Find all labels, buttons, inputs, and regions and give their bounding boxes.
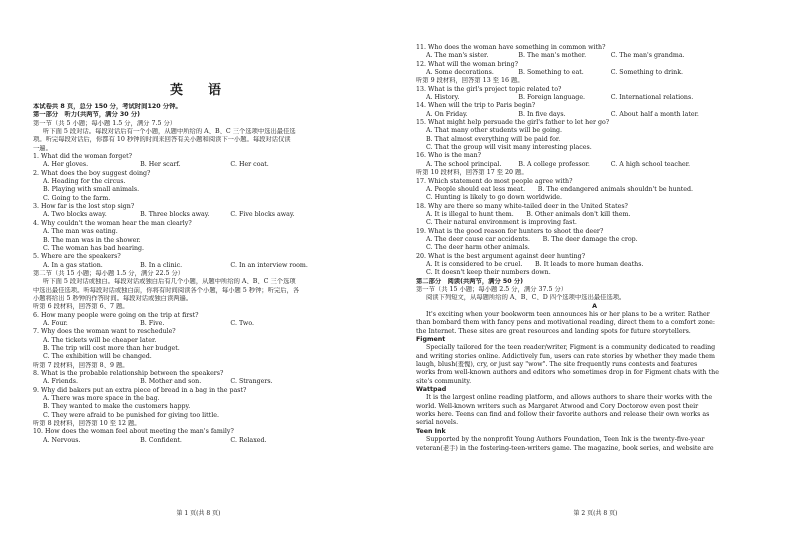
- option-b: B. Five.: [140, 319, 165, 327]
- option-b: B. Confident.: [140, 436, 182, 444]
- section-heading: Wattpad: [416, 386, 447, 394]
- left-column: [33, 103, 376, 445]
- answer-option: A. Heading for the circus.: [43, 178, 126, 186]
- passage-line: Specially tailored for the teen reader/writer, Figment is a community dedicated to reading: [426, 344, 716, 352]
- option-c: C. Her coat.: [230, 161, 269, 169]
- question-text: 11. Who does the woman have something in common with?: [416, 44, 606, 51]
- question-text: 19. What is the good reason for hunters to shoot the deer?: [416, 227, 604, 235]
- option-c: C. Two.: [230, 319, 255, 327]
- option-c: C. International relations.: [610, 94, 694, 102]
- option-c: C. Something to drink.: [610, 69, 684, 77]
- answer-option: A. The man was eating.: [43, 228, 118, 236]
- option-a: A. Nervous.: [43, 436, 81, 444]
- answer-option: B. Playing with small animals.: [43, 186, 140, 194]
- section-instruction: 听第 9 段材料，回答第 13 至 16 题。: [416, 77, 524, 85]
- option-a: A. Some decorations.: [426, 69, 494, 77]
- option-b: B. A college professor.: [518, 160, 590, 168]
- answer-options: [416, 69, 773, 77]
- passage-line: serial novels.: [416, 419, 459, 427]
- question-text: 14. When will the trip to Paris begin?: [416, 102, 536, 110]
- question-text: 7. Why does the woman want to reschedule?: [33, 328, 176, 336]
- question-text: 15. What might help persuade the girl's father to let her go?: [416, 119, 610, 127]
- option-c: C. A high school teacher.: [610, 160, 691, 168]
- option-a: A. Four.: [43, 319, 68, 327]
- option-a: A. History.: [426, 94, 460, 102]
- question-text: 4. Why couldn't the woman hear the man clearly?: [33, 219, 192, 227]
- instruction-line: 听第 6 段材料，回答第 6、7 题。: [33, 303, 129, 311]
- answer-options: [416, 94, 773, 102]
- option-c: C. The man's grandma.: [610, 52, 685, 60]
- question-text: 6. How many people were going on the trip at first?: [33, 311, 199, 319]
- section-instruction: 听第 7 段材料，回答第 8、9 题。: [33, 361, 129, 369]
- option-a: A. The school principal.: [426, 160, 502, 168]
- instruction-line: 第二节（共 15 小题；每小题 1.5 分，满分 22.5 分）: [33, 269, 185, 277]
- answer-option: C. That the group will visit many interesting places.: [426, 144, 592, 152]
- option-b: B. Her scarf.: [140, 161, 181, 169]
- answer-option: A. The tickets will be cheaper later.: [43, 336, 157, 344]
- option-b: B. In a clinic.: [140, 261, 183, 269]
- passage-line: laugh, blush(羞愧), cry, or just say "wow". The site frequently runs contests and features: [416, 361, 698, 369]
- instruction-line: 一遍。: [33, 144, 52, 152]
- answer-option: A. People should eat less meat. B. The endangered animals shouldn't be hunted.: [426, 185, 694, 193]
- option-c: C. Relaxed.: [230, 436, 267, 444]
- exam-title: 英 语: [169, 83, 227, 98]
- section-heading: Teen Ink: [416, 427, 446, 435]
- answer-option: C. They were afraid to be punished for giving too little.: [43, 411, 219, 419]
- question-text: 18. Why are there so many white-tailed deer in the United States?: [416, 202, 628, 210]
- answer-option: C. The deer harm other animals.: [426, 244, 530, 252]
- instruction-line: 小题将给出 5 秒钟的作答时间。每段对话或独白读两遍。: [33, 294, 193, 302]
- answer-option: C. Their natural environment is improving fast.: [426, 219, 577, 227]
- option-b: B. Three blocks away.: [140, 211, 210, 219]
- passage-line: veteran(老手) in the fostering-teen-writers game. The magazine, book series, and website are: [416, 444, 714, 452]
- instruction-line: 听下面 5 段对话。每段对话后有一个小题，从题中所给的 A、B、C 三个选项中选出最佳选: [43, 128, 296, 136]
- question-text: 17. Which statement do most people agree with?: [416, 177, 573, 185]
- page-footer: 第 1 页(共 8 页): [176, 510, 221, 517]
- option-b: B. In five days.: [518, 110, 566, 118]
- section-instruction: 听第 8 段材料，回答第 10 至 12 题。: [33, 420, 141, 428]
- answer-option: A. There was more space in the bag.: [43, 395, 160, 403]
- instruction-line: 第一节（共 15 小题；每小题 2.5 分，满分 37.5 分）: [416, 285, 568, 293]
- answer-option: A. It is considered to be cruel. B. It leads to more human deaths.: [426, 260, 644, 268]
- passage-line: works here. Teens can find and follow their favorite authors and release their own works as: [416, 411, 710, 419]
- option-c: C. Strangers.: [230, 378, 273, 386]
- answer-option: C. Hunting is likely to go down worldwide.: [426, 194, 563, 202]
- answer-option: B. The man was in the shower.: [43, 236, 141, 244]
- answer-option: A. That many other students will be going.: [426, 127, 563, 135]
- passage-line: the Internet. These sites are great resources and landing spots for future storytellers.: [416, 327, 691, 335]
- question-text: 1. What did the woman forget?: [33, 153, 132, 161]
- instruction-line: 听下面 5 段对话或独白。每段对话或独白后有几个小题，从题中所给的 A、B、C 三个选项: [43, 278, 296, 286]
- option-a: A. The man's sister.: [426, 52, 489, 60]
- passage-line: than bombard them with fancy pens and motivational reading, direct them to a comfort zone:: [416, 319, 715, 327]
- answer-option: B. That almost everything will be paid for.: [426, 135, 561, 143]
- answer-option: C. Going to the farm.: [43, 194, 111, 202]
- right-column: [416, 44, 773, 453]
- instruction-line: 阅读下列短文，从每题所给的 A、B、C、D 四个选项中选出最佳选项。: [426, 294, 626, 302]
- passage-label: A: [592, 302, 597, 310]
- option-a: A. Her gloves.: [43, 161, 89, 169]
- question-text: 20. What is the best argument against deer hunting?: [416, 252, 586, 260]
- option-a: A. Friends.: [43, 378, 78, 386]
- section-instruction: 听第 10 段材料，回答第 17 至 20 题。: [416, 169, 528, 177]
- option-b: B. Something to eat.: [518, 69, 584, 77]
- option-c: C. In an interview room.: [230, 261, 308, 269]
- passage-line: It's exciting when your bookworm teen announces his or her plans to be a writer. Rather: [426, 311, 710, 318]
- option-c: C. Five blocks away.: [230, 211, 295, 219]
- question-text: 8. What is the probable relationship between the speakers?: [33, 370, 224, 377]
- page-2: [397, 0, 794, 547]
- question-text: 13. What is the girl's project topic related to?: [416, 85, 562, 93]
- option-a: A. Two blocks away.: [43, 211, 107, 219]
- instruction-line: 第一节（共 5 小题；每小题 1.5 分，满分 7.5 分）: [33, 119, 177, 127]
- answer-options: [33, 437, 376, 445]
- option-b: B. The man's mother.: [518, 52, 587, 60]
- answer-options: [33, 211, 376, 219]
- answer-options: [33, 262, 376, 270]
- option-b: B. Mother and son.: [140, 378, 202, 386]
- answer-options: [416, 161, 773, 169]
- passage-line: world. Well-known writers such as Margaret Atwood and Cory Doctorow even post their: [416, 402, 699, 410]
- option-b: B. Foreign language.: [518, 94, 586, 102]
- question-text: 3. How far is the lost stop sign?: [33, 203, 135, 211]
- answer-option: C. The woman has bad hearing.: [43, 244, 145, 252]
- answer-option: C. The exhibition will be changed.: [43, 353, 152, 361]
- passage-line: It is the largest online reading platform, and allows authors to share their works with the: [426, 394, 713, 402]
- question-text: 9. Why did bakers put an extra piece of bread in a bag in the past?: [33, 386, 247, 394]
- answer-option: A. The deer cause car accidents. B. The deer damage the crop.: [426, 235, 638, 243]
- instruction-line: 本试卷共 8 页，总分 150 分，考试时间120 分钟。: [33, 103, 182, 110]
- page-footer: 第 2 页(共 8 页): [573, 510, 618, 517]
- answer-options: [416, 52, 773, 60]
- question-text: 5. Where are the speakers?: [33, 253, 121, 261]
- passage-line: Supported by the nonprofit Young Authors Foundation, Teen Ink is the twenty-five-year: [426, 436, 705, 444]
- part-heading: 第二部分 阅读(共两节，满分 50 分): [416, 277, 524, 285]
- option-a: A. In a gas station.: [43, 261, 103, 269]
- instruction-line: 项。听完每段对话后，你都有 10 秒钟的时间来回答有关小题和阅读下一小题。每段对话仅读: [33, 136, 291, 144]
- question-text: 12. What will the woman bring?: [416, 60, 519, 68]
- question-text: 16. Who is the man?: [416, 152, 482, 160]
- instruction-line: 中选出最佳选项。听每段对话或独白前，你将有时间阅读各个小题，每小题 5 秒钟；听完后，各: [33, 286, 300, 294]
- answer-options: [416, 111, 773, 119]
- passage-line: site's community.: [416, 377, 472, 385]
- option-a: A. On Friday.: [426, 110, 468, 118]
- section-heading: Figment: [416, 336, 446, 344]
- option-c: C. About half a month later.: [610, 110, 699, 118]
- question-text: 10. How does the woman feel about meeting the man's family?: [33, 428, 234, 436]
- answer-options: [33, 161, 376, 169]
- answer-options: [33, 378, 376, 386]
- answer-options: [33, 320, 376, 328]
- passage-line: works from well-known authors and editors who sometimes drop in for Figment chats with the: [416, 369, 719, 377]
- answer-option: B. The trip will cost more than her budget.: [43, 344, 180, 352]
- answer-option: B. They wanted to make the customers happy.: [43, 403, 191, 411]
- passage-line: and writing stories online. Addictively fun, users can rate stories by whether they made them: [416, 352, 715, 360]
- part-heading: 第一部分 听力(共两节，满分 30 分): [33, 111, 141, 119]
- question-text: 2. What does the boy suggest doing?: [33, 169, 151, 177]
- answer-option: C. It doesn't keep their numbers down.: [426, 269, 551, 277]
- answer-option: A. It is illegal to hunt them. B. Other animals don't kill them.: [426, 210, 631, 218]
